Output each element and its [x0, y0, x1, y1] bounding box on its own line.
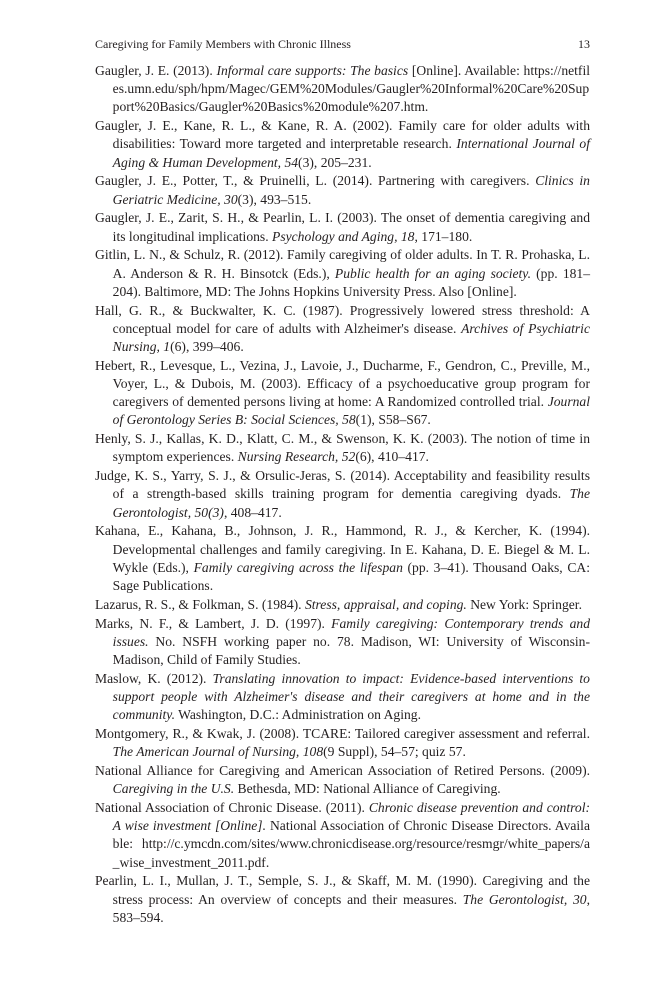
- reference-entry: Lazarus, R. S., & Folkman, S. (1984). Stress, appraisal, and coping. New York: Springer.: [95, 596, 582, 612]
- reference-entry: Maslow, K. (2012). Translating innovation to impact: Evidence-based interventions to support people with Alzheimer's disease and their caregivers at home and in the community. Washington, D.C.: Administration on Aging.: [95, 670, 590, 723]
- reference-entry: Gaugler, J. E., Zarit, S. H., & Pearlin, L. I. (2003). The onset of dementia caregiving and its longitudinal implications. Psychology and Aging, 18, 171–180.: [95, 210, 590, 244]
- reference-entry: Judge, K. S., Yarry, S. J., & Orsulic-Jeras, S. (2014). Acceptability and feasibility results of a strength-based skills training program for dementia caregiving dyads. The Gerontologist, 50(3), 408–417.: [95, 468, 590, 520]
- reference-entry: Marks, N. F., & Lambert, J. D. (1997). Family caregiving: Contemporary trends and issues. No. NSFH working paper no. 78. Madison, WI: University of Wisconsin-Madison, Child of Family Studies.: [95, 615, 590, 668]
- reference-entry: National Association of Chronic Disease. (2011). Chronic disease prevention and control: A wise investment [Online]. National Association of Chronic Disease Directors. Available: http://c.ymcdn.com/sites/www.chronicdisease.org/resource/resmgr/white_papers/a_wise_investment_2011.pdf.: [95, 800, 590, 870]
- running-head: [95, 36, 590, 52]
- reference-entry: Gaugler, J. E., Potter, T., & Pruinelli, L. (2014). Partnering with caregivers. Clinics in Geriatric Medicine, 30(3), 493–515.: [95, 173, 590, 207]
- reference-entry: Hebert, R., Levesque, L., Vezina, J., Lavoie, J., Ducharme, F., Gendron, C., Preville, M., Voyer, L., & Dubois, M. (2003). Efficacy of a psychoeducative group program for caregivers of demented persons living at home: A Randomized controlled trial. Journal of Gerontology Series B: Social Sciences, 58(1), S58–S67.: [95, 357, 590, 428]
- reference-entry: National Alliance for Caregiving and American Association of Retired Persons. (2009). Caregiving in the U.S. Bethesda, MD: National Alliance of Caregiving.: [95, 763, 590, 797]
- reference-list: [95, 62, 590, 928]
- running-title: Caregiving for Family Members with Chronic Illness: [95, 37, 351, 51]
- reference-entry: Gaugler, J. E. (2013). Informal care supports: The basics [Online]. Available: https://netfiles.umn.edu/sph/hpm/Magec/GEM%20Modules/Gaugler%20Informal%20Care%20Support%20Basics/Gaugler%20Basics%20module%207.htm.: [95, 63, 591, 115]
- reference-entry: Pearlin, L. I., Mullan, J. T., Semple, S. J., & Skaff, M. M. (1990). Caregiving and the stress process: An overview of concepts and their measures. The Gerontologist, 30, 583–594.: [95, 873, 590, 925]
- reference-entry: Montgomery, R., & Kwak, J. (2008). TCARE: Tailored caregiver assessment and referral. The American Journal of Nursing, 108(9 Suppl), 54–57; quiz 57.: [95, 726, 590, 760]
- reference-entry: Gitlin, L. N., & Schulz, R. (2012). Family caregiving of older adults. In T. R. Prohaska, L. A. Anderson & R. H. Binsotck (Eds.), Public health for an aging society. (pp. 181–204). Baltimore, MD: The Johns Hopkins University Press. Also [Online].: [95, 247, 591, 299]
- reference-entry: Gaugler, J. E., Kane, R. L., & Kane, R. A. (2002). Family care for older adults with disabilities: Toward more targeted and interpretable research. International Journal of Aging & Human Development, 54(3), 205–231.: [95, 118, 590, 170]
- reference-entry: Hall, G. R., & Buckwalter, K. C. (1987). Progressively lowered stress threshold: A conceptual model for care of adults with Alzheimer's disease. Archives of Psychiatric Nursing, 1(6), 399–406.: [95, 302, 590, 355]
- page-number: 13: [578, 37, 590, 51]
- reference-entry: Kahana, E., Kahana, B., Johnson, J. R., Hammond, R. J., & Kercher, K. (1994). Developmental challenges and family caregiving. In E. Kahana, D. E. Biegel & M. L. Wykle (Eds.), Family caregiving across the lifespan (pp. 3–41). Thousand Oaks, CA: Sage Publications.: [95, 523, 590, 594]
- reference-entry: Henly, S. J., Kallas, K. D., Klatt, C. M., & Swenson, K. K. (2003). The notion of time in symptom experiences. Nursing Research, 52(6), 410–417.: [95, 431, 590, 465]
